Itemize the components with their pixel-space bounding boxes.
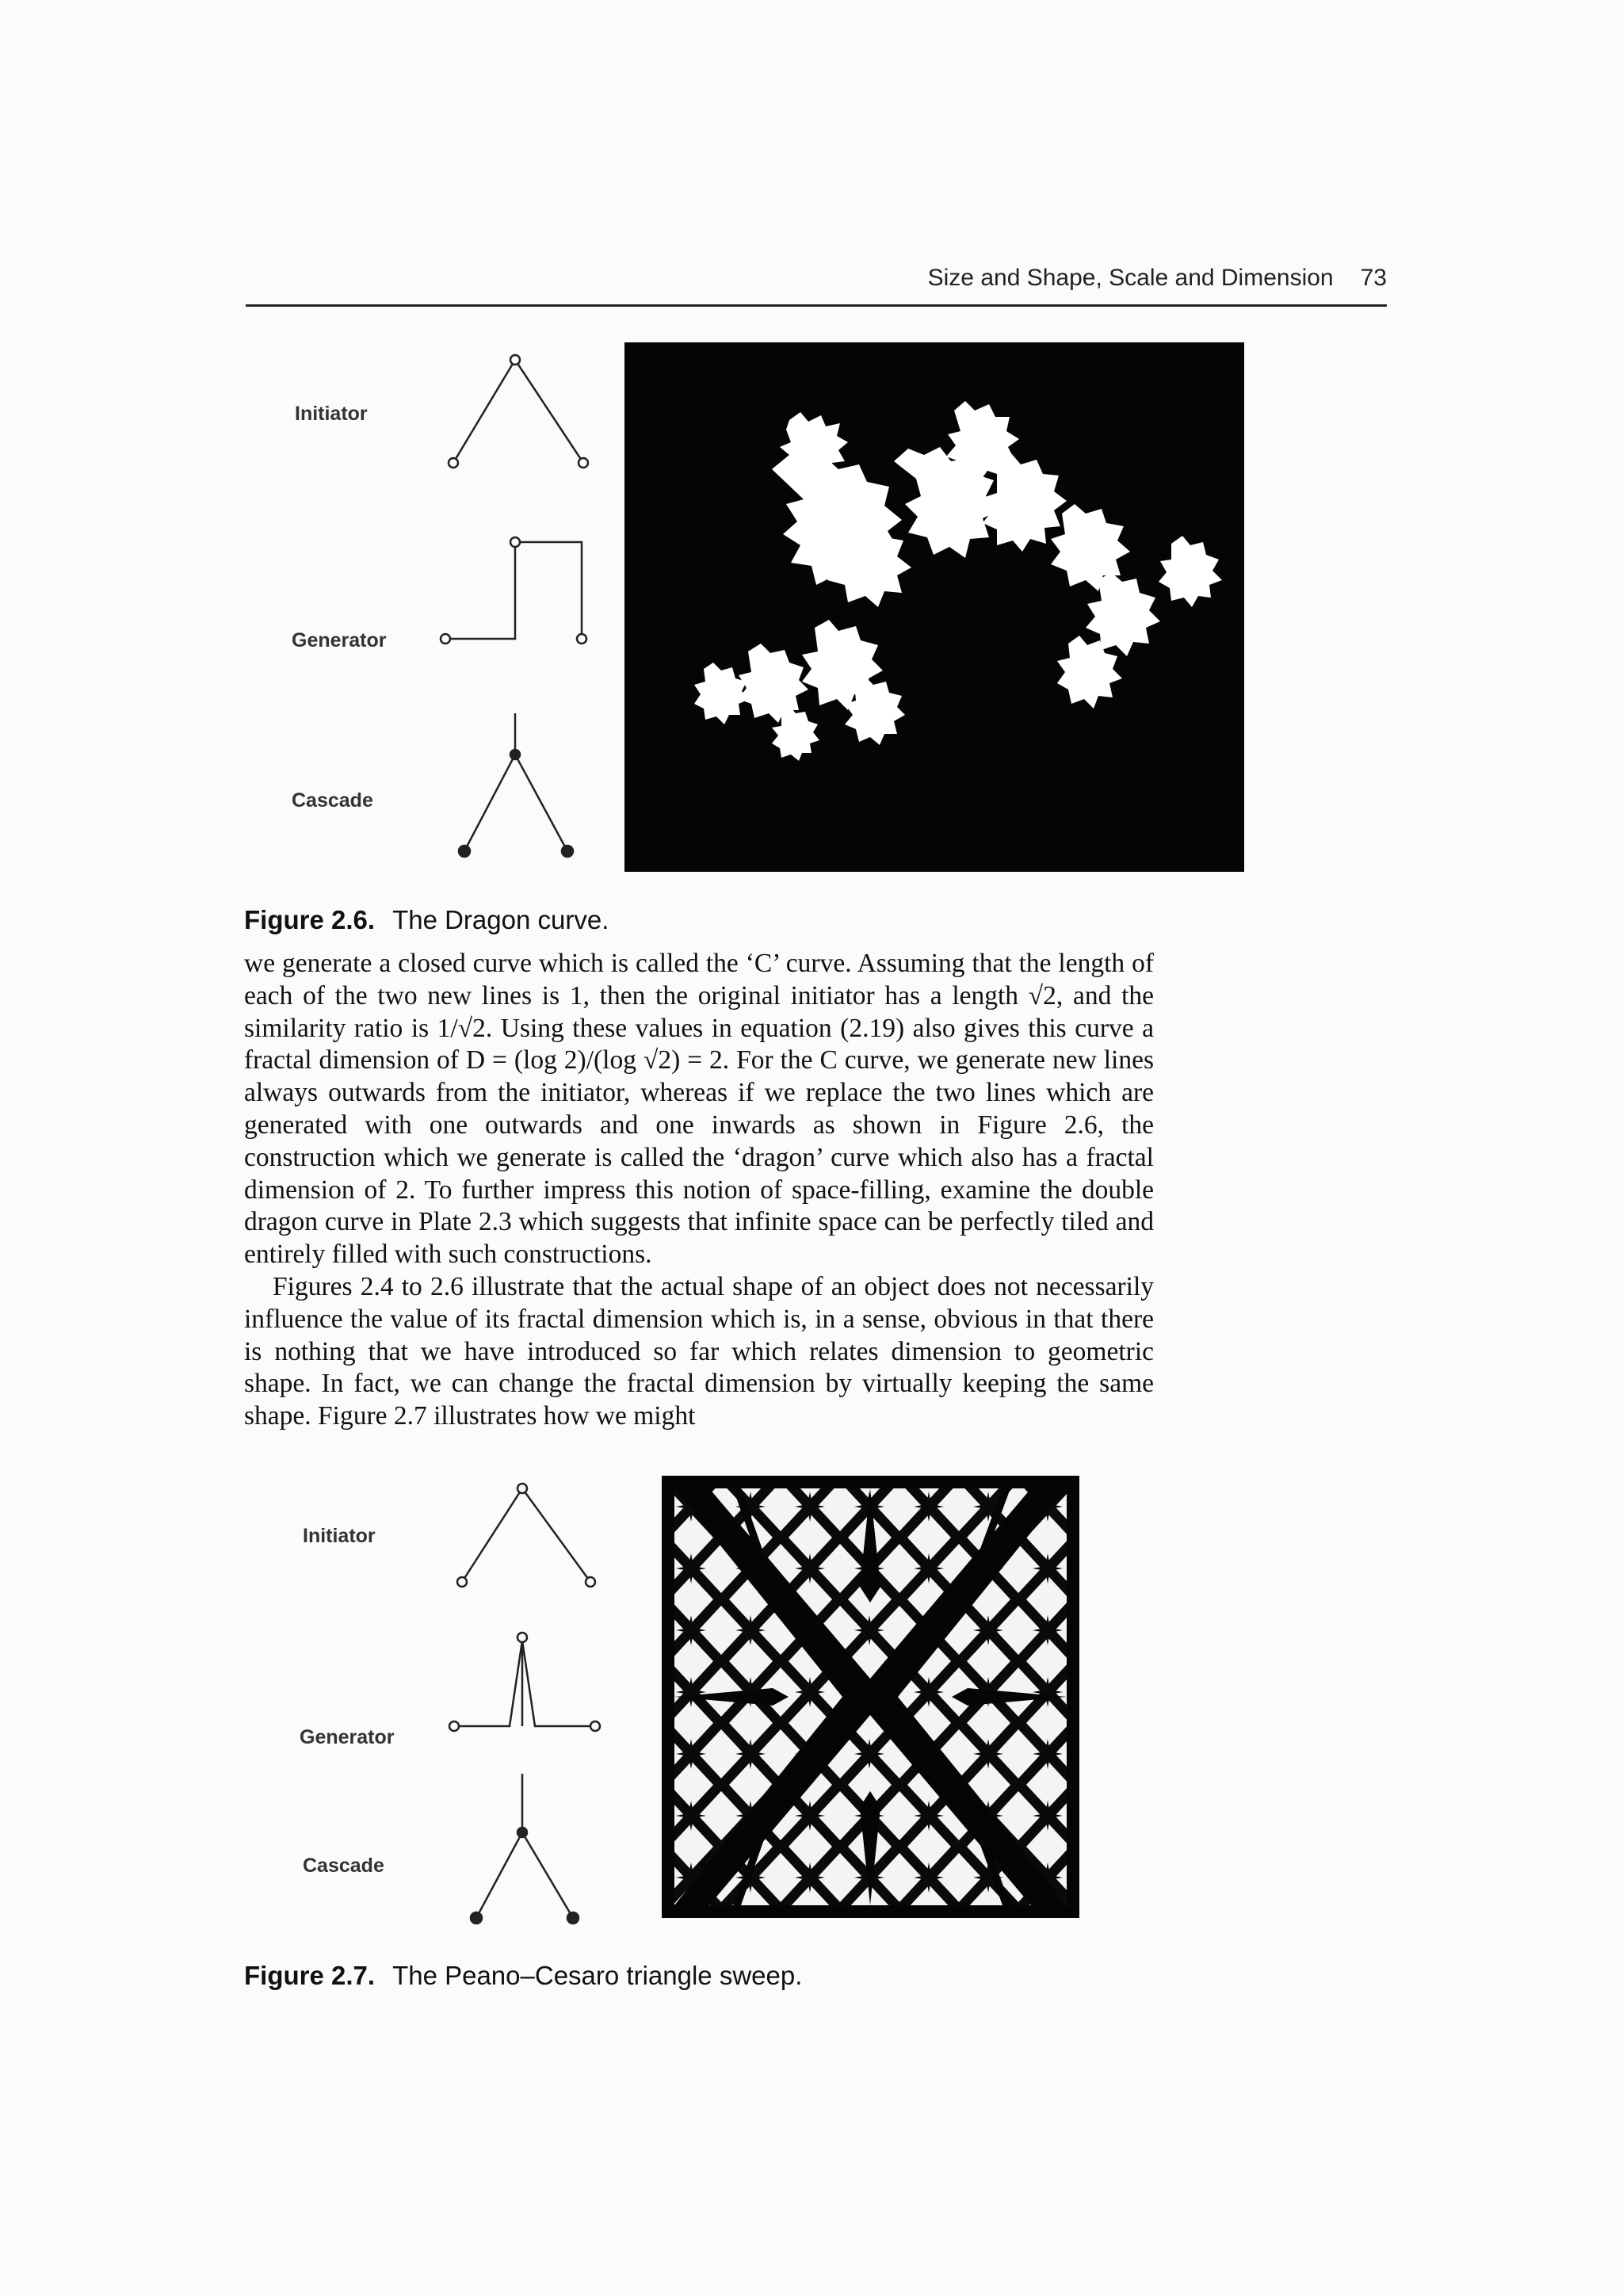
figure-2-6-title: The Dragon curve. xyxy=(392,905,609,934)
body-text xyxy=(244,948,1154,1433)
page-number: 73 xyxy=(1360,265,1387,291)
figure-2-7-caption xyxy=(244,1961,802,1991)
fig27-generator-label: Generator xyxy=(300,1726,395,1748)
fig27-cascade-label: Cascade xyxy=(303,1855,384,1877)
running-head xyxy=(246,265,1387,292)
fig27-construction-diagram xyxy=(440,1474,630,1950)
fig27-generator-shape xyxy=(449,1633,600,1731)
dragon-curve-image xyxy=(624,342,1244,872)
peano-cesaro-pattern-icon xyxy=(662,1476,1079,1918)
figure-2-6-caption xyxy=(244,905,609,935)
body-paragraph-2: Figures 2.4 to 2.6 illustrate that the actual shape of an object does not necessarily influence the value of its fractal dimension which is, in a sense, obvious in that there is nothing that we have introduced so far which relates dimension to geometric shape. In fact, we can change the fractal dimension by virtually keeping the same shape. Figure 2.7 illustrates how we might xyxy=(244,1271,1154,1431)
fig27-initiator-shape xyxy=(457,1484,595,1587)
fig26-cascade-label: Cascade xyxy=(292,789,373,812)
dragon-fractal-icon xyxy=(624,342,1244,872)
fig26-initiator-label: Initiator xyxy=(295,403,368,425)
figure-2-6-number: Figure 2.6. xyxy=(244,905,376,934)
figure-2-7-title: The Peano–Cesaro triangle sweep. xyxy=(392,1961,803,1990)
fig26-generator-label: Generator xyxy=(292,629,387,651)
fig27-initiator-label: Initiator xyxy=(303,1525,376,1547)
fig26-construction-diagram xyxy=(428,349,618,872)
fig26-initiator-shape xyxy=(449,355,588,468)
body-paragraph-1: we generate a closed curve which is called the ‘C’ curve. Assuming that the length of each of the two new lines is 1, then the original initiator has a length √2, and the similarity ratio is 1/√2. Using these values in equation (2.19) also gives this curve a fractal dimension of D = (log 2)/(log √2) = 2. For the C curve, we generate new lines always outwards from the initiator, whereas if we replace the two lines which are generated with one outwards and one inwards as shown in Figure 2.6, the construction which we generate is called the ‘dragon’ curve which also has a fractal dimension of 2. To further impress this notion of space-filling, examine the double dragon curve in Plate 2.3 which suggests that infinite space can be perfectly tiled and entirely filled with such constructions. xyxy=(244,949,1154,1270)
fig26-generator-shape xyxy=(441,537,586,644)
running-title: Size and Shape, Scale and Dimension xyxy=(927,265,1334,291)
header-rule xyxy=(246,304,1387,307)
figure-2-7-number: Figure 2.7. xyxy=(244,1961,376,1990)
peano-cesaro-sweep-image xyxy=(662,1476,1079,1918)
fig27-cascade-shape xyxy=(471,1774,579,1924)
fig26-cascade-shape xyxy=(459,713,573,857)
